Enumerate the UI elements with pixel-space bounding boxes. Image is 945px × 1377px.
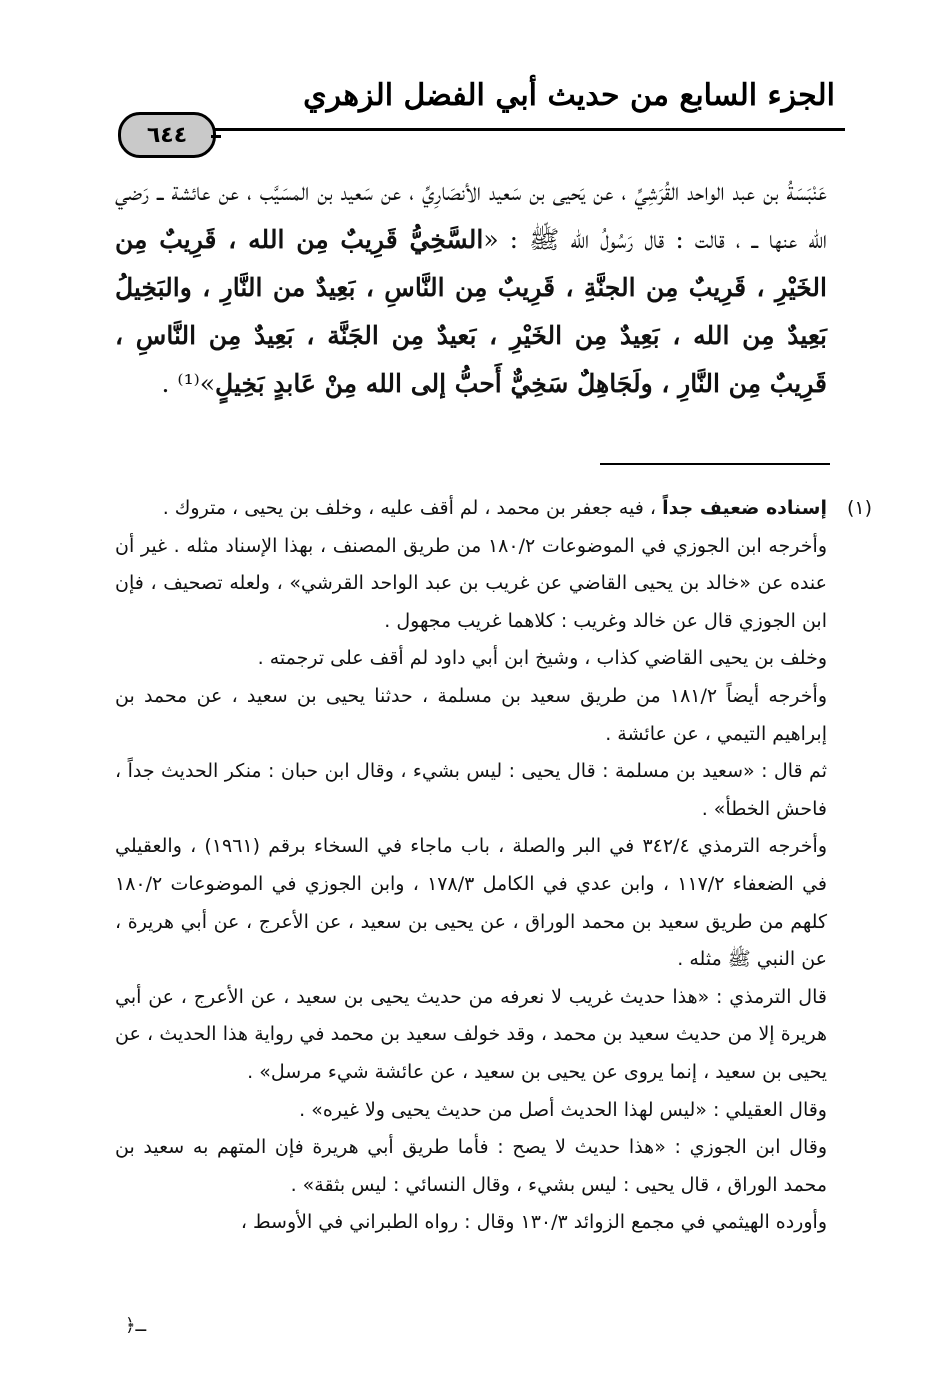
hadith-matn: السَّخِيُّ قَرِيبٌ مِن الله ، قَرِيبٌ مِن الخَيْرِ ، قَرِيبٌ مِن الجنَّةِ ، قَرِيبٌ مِن النَّاسِ ، بَعِيدٌ من النَّارِ ، والبَخِيلُ بَعِيدٌ مِن الله ، بَعِيدٌ مِن الخَيْرِ ، بَعيدٌ مِن الجَنَّة ، بَعِيدٌ مِن النَّاسِ ، قَرِيبٌ مِن النَّارِ ، ولَجَاهِلٌ سَخِيٌّ أَحبُّ إلى الله مِنْ عَابدٍ بَخِيلٍ	[115, 225, 827, 398]
footnote-paragraph: وقال العقيلي : «ليس لهذا الحديث أصل من حديث يحيى ولا غيره» .	[299, 1098, 827, 1121]
footnote-paragraph: وأخرجه ابن الجوزي في الموضوعات ١٨٠/٢ من طريق المصنف ، بهذا الإسناد مثله . غير أن عنده عن «خالد بن يحيى القاضي عن غريب بن عبد الواحد القرشي» ، ولعله تصحيف ، فإن ابن الجوزي قال عن خالد وغريب : كلاهما غريب مجهول .	[115, 534, 827, 632]
hadith-closing: »⁽¹⁾ .	[161, 369, 216, 398]
continuation-mark: ﴿ــ	[125, 1315, 147, 1336]
footnote-paragraph: وأخرجه أيضاً ١٨١/٢ من طريق سعيد بن مسلمة ، حدثنا يحيى بن سعيد ، عن محمد بن إبراهيم التيمي ، عن عائشة .	[115, 684, 827, 745]
hadith-paragraph	[115, 168, 827, 408]
footnote-first-rest: ، فيه جعفر بن محمد ، لم أقف عليه ، وخلف بن يحيى ، متروك .	[162, 497, 657, 519]
footnote-first-line	[115, 490, 872, 528]
footnote-lead: إسناده ضعيف جداً	[662, 497, 827, 519]
footnotes-section	[115, 490, 872, 1242]
footnote-paragraph: وخلف بن يحيى القاضي كذاب ، وشيخ ابن أبي داود لم أقف على ترجمته .	[257, 647, 827, 670]
page-number-badge: ٦٤٤	[118, 112, 216, 158]
footnote-number: (١)	[846, 497, 872, 519]
footnote-paragraph: وأورده الهيثمي في مجمع الزوائد ١٣٠/٣ وقال : رواه الطبراني في الأوسط ،	[240, 1211, 827, 1234]
isnad-text: عَنْبَسَةُ بن عبد الواحد القُرَشِيِّ ، عن يَحيى بن سَعيد الأنصَارِيِّ ، عن سَعيد بن المسَيَّب ، عن عائشة ــ رَضي الله عنها ــ ، قالت : قال رَسُولُ اللّه ﷺ : «	[115, 177, 827, 254]
header-rule	[205, 128, 845, 131]
footnote-separator	[600, 463, 830, 465]
running-header-title: الجزء السابع من حديث أبي الفضل الزهري	[303, 78, 835, 113]
footnote-paragraph: وقال ابن الجوزي : «هذا حديث لا يصح : فأما طريق أبي هريرة فإن المتهم به سعيد بن محمد الوراق ، قال يحيى : ليس بشيء ، وقال النسائي : ليس بثقة» .	[115, 1136, 827, 1196]
footnote-paragraph: قال الترمذي : «هذا حديث غريب لا نعرفه من حديث يحيى بن سعيد ، عن الأعرج ، عن أبي هريرة إلا من حديث سعيد بن محمد ، وقد خولف سعيد بن محمد في رواية هذا الحديث ، عن يحيى بن سعيد ، إنما يروى عن يحيى بن سعيد ، عن عائشة شيء مرسل» .	[115, 985, 827, 1083]
footnote-paragraph: وأخرجه الترمذي ٣٤٢/٤ في البر والصلة ، باب ماجاء في السخاء برقم (١٩٦١) ، والعقيلي في الضعفاء ١١٧/٢ ، وابن عدي في الكامل ١٧٨/٣ ، وابن الجوزي في الموضوعات ١٨٠/٢ كلهم من طريق سعيد بن محمد الوراق ، عن يحيى بن سعيد ، عن الأعرج ، عن أبي هريرة ، عن النبي ﷺ مثله .	[115, 835, 827, 971]
main-body-text	[115, 168, 827, 408]
footnote-paragraph: ثم قال : «سعيد بن مسلمة : قال يحيى : ليس بشيء ، وقال ابن حبان : منكر الحديث جداً ، فاحش الخطأ» .	[115, 760, 827, 820]
